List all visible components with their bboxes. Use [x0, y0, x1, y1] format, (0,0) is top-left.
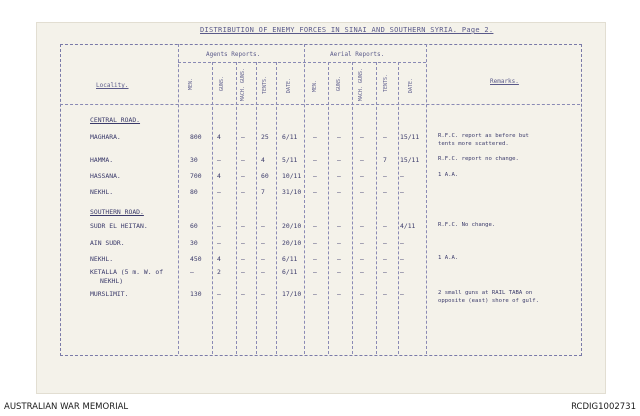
value-cell-a-tents: – [383, 255, 387, 263]
value-cell-date: 20/10 [282, 239, 302, 247]
value-cell-men: 700 [190, 172, 202, 180]
value-cell-men: 30 [190, 239, 198, 247]
value-cell-a-tents: 7 [383, 156, 387, 164]
value-cell-tents: – [261, 239, 265, 247]
value-cell-guns: 2 [217, 268, 221, 276]
column-divider [178, 44, 179, 354]
value-cell-a-tents: – [383, 172, 387, 180]
value-cell-date: 6/11 [282, 268, 298, 276]
value-cell-a-date: – [400, 239, 404, 247]
locality-cell: AIN SUDR. [90, 239, 125, 247]
value-cell-men: 450 [190, 255, 202, 263]
col-header-men: MEN. [188, 78, 194, 91]
column-divider [352, 62, 353, 354]
value-cell-a-men: – [313, 255, 317, 263]
value-cell-a-mg: – [360, 156, 364, 164]
locality-cell: MURSLIMIT. [90, 290, 129, 298]
locality-cell: NEKHL) [100, 277, 124, 285]
remarks-header: Remarks. [490, 78, 519, 85]
locality-cell: NEKHL. [90, 188, 114, 196]
group-header-divider [178, 62, 426, 63]
value-cell-a-guns: – [337, 239, 341, 247]
value-cell-a-mg: – [360, 255, 364, 263]
value-cell-a-date: – [400, 268, 404, 276]
value-cell-tents: – [261, 290, 265, 298]
section-heading: SOUTHERN ROAD. [90, 208, 144, 216]
locality-cell: MAGHARA. [90, 133, 121, 141]
value-cell-guns: – [217, 290, 221, 298]
value-cell-a-men: – [313, 156, 317, 164]
col-header-aerial-men: MEN. [312, 80, 318, 93]
value-cell-date: 6/11 [282, 255, 298, 263]
col-header-aerial-date: DATE. [408, 78, 414, 94]
value-cell-a-tents: – [383, 268, 387, 276]
value-cell-a-men: – [313, 188, 317, 196]
col-header-guns: GUNS. [219, 76, 225, 92]
value-cell-guns: 4 [217, 255, 221, 263]
column-divider [212, 62, 213, 354]
remarks-cell: 1 A.A. [438, 172, 459, 178]
value-cell-mg: – [241, 268, 245, 276]
value-cell-a-men: – [313, 172, 317, 180]
value-cell-a-tents: – [383, 222, 387, 230]
value-cell-date: 6/11 [282, 133, 298, 141]
value-cell-mg: – [241, 222, 245, 230]
value-cell-a-date: – [400, 172, 404, 180]
section-heading: CENTRAL ROAD. [90, 116, 141, 124]
column-divider [376, 62, 377, 354]
value-cell-a-men: – [313, 239, 317, 247]
value-cell-mg: – [241, 255, 245, 263]
column-divider [328, 62, 329, 354]
column-divider [276, 62, 277, 354]
agents-reports-header: Agents Reports. [206, 51, 261, 58]
value-cell-guns: 4 [217, 172, 221, 180]
value-cell-mg: – [241, 156, 245, 164]
value-cell-mg: – [241, 172, 245, 180]
value-cell-a-mg: – [360, 290, 364, 298]
value-cell-a-mg: – [360, 172, 364, 180]
value-cell-a-date: – [400, 255, 404, 263]
column-divider [236, 62, 237, 354]
value-cell-a-mg: – [360, 133, 364, 141]
document-title: DISTRIBUTION OF ENEMY FORCES IN SINAI AND SOUTHERN SYRIA. Page 2. [200, 26, 494, 34]
value-cell-guns: – [217, 222, 221, 230]
value-cell-a-guns: – [337, 255, 341, 263]
locality-cell: KETALLA (5 m. W. of [90, 268, 164, 276]
value-cell-date: 31/10 [282, 188, 302, 196]
column-divider [426, 44, 427, 354]
column-divider [304, 44, 305, 354]
value-cell-a-guns: – [337, 268, 341, 276]
column-divider [256, 62, 257, 354]
col-header-mach-guns: MACH. GUNS. [240, 68, 246, 102]
locality-cell: HAMMA. [90, 156, 114, 164]
value-cell-mg: – [241, 188, 245, 196]
locality-cell: NEKHL. [90, 255, 114, 263]
value-cell-a-men: – [313, 133, 317, 141]
value-cell-a-guns: – [337, 133, 341, 141]
value-cell-a-mg: – [360, 268, 364, 276]
value-cell-mg: – [241, 290, 245, 298]
col-header-date: DATE. [286, 78, 292, 94]
locality-cell: SUDR EL HEITAN. [90, 222, 148, 230]
value-cell-guns: – [217, 239, 221, 247]
remarks-cell: R.F.C. report no change. [438, 156, 519, 162]
value-cell-a-guns: – [337, 290, 341, 298]
remarks-cell: 1 A.A. [438, 255, 459, 261]
value-cell-men: 800 [190, 133, 202, 141]
value-cell-date: 20/10 [282, 222, 302, 230]
value-cell-a-men: – [313, 222, 317, 230]
col-header-aerial-guns: GUNS. [336, 76, 342, 92]
value-cell-tents: – [261, 268, 265, 276]
col-header-aerial-mach-guns: MACH. GUNS. [358, 68, 364, 102]
value-cell-men: 80 [190, 188, 198, 196]
value-cell-guns: – [217, 188, 221, 196]
remarks-cell: 2 small guns at RAIL TABA on [438, 290, 533, 296]
value-cell-date: 5/11 [282, 156, 298, 164]
value-cell-tents: – [261, 255, 265, 263]
footer-right: RCDIG1002731 [571, 402, 636, 412]
header-bottom-line [60, 104, 580, 105]
remarks-cell: opposite (east) shore of gulf. [438, 298, 540, 304]
value-cell-a-tents: – [383, 290, 387, 298]
value-cell-men: 130 [190, 290, 202, 298]
value-cell-men: – [190, 268, 194, 276]
aerial-reports-header: Aerial Reports. [330, 51, 385, 58]
value-cell-mg: – [241, 133, 245, 141]
table-frame [60, 44, 582, 356]
column-divider [398, 62, 399, 354]
locality-header: Locality. [96, 82, 129, 89]
remarks-cell: tents more scattered. [438, 141, 509, 147]
value-cell-a-mg: – [360, 222, 364, 230]
value-cell-a-date: 15/11 [400, 133, 420, 141]
value-cell-a-guns: – [337, 222, 341, 230]
value-cell-a-men: – [313, 268, 317, 276]
value-cell-date: 17/10 [282, 290, 302, 298]
value-cell-a-date: 4/11 [400, 222, 416, 230]
footer-left: AUSTRALIAN WAR MEMORIAL [4, 402, 129, 412]
value-cell-a-men: – [313, 290, 317, 298]
col-header-aerial-tents: TENTS. [383, 74, 389, 93]
value-cell-men: 30 [190, 156, 198, 164]
value-cell-a-tents: – [383, 133, 387, 141]
value-cell-a-date: – [400, 188, 404, 196]
value-cell-date: 10/11 [282, 172, 302, 180]
value-cell-guns: 4 [217, 133, 221, 141]
value-cell-a-tents: – [383, 239, 387, 247]
remarks-cell: R.F.C. No change. [438, 222, 496, 228]
value-cell-a-mg: – [360, 188, 364, 196]
value-cell-tents: – [261, 222, 265, 230]
locality-cell: HASSANA. [90, 172, 121, 180]
value-cell-mg: – [241, 239, 245, 247]
value-cell-a-date: – [400, 290, 404, 298]
value-cell-tents: 60 [261, 172, 269, 180]
value-cell-a-guns: – [337, 172, 341, 180]
value-cell-a-tents: – [383, 188, 387, 196]
value-cell-a-guns: – [337, 156, 341, 164]
value-cell-tents: 7 [261, 188, 265, 196]
value-cell-a-date: 15/11 [400, 156, 420, 164]
value-cell-men: 60 [190, 222, 198, 230]
value-cell-tents: 4 [261, 156, 265, 164]
value-cell-a-guns: – [337, 188, 341, 196]
value-cell-tents: 25 [261, 133, 269, 141]
remarks-cell: R.F.C. report as before but [438, 133, 529, 139]
value-cell-guns: – [217, 156, 221, 164]
value-cell-a-mg: – [360, 239, 364, 247]
col-header-tents: TENTS. [262, 76, 268, 95]
